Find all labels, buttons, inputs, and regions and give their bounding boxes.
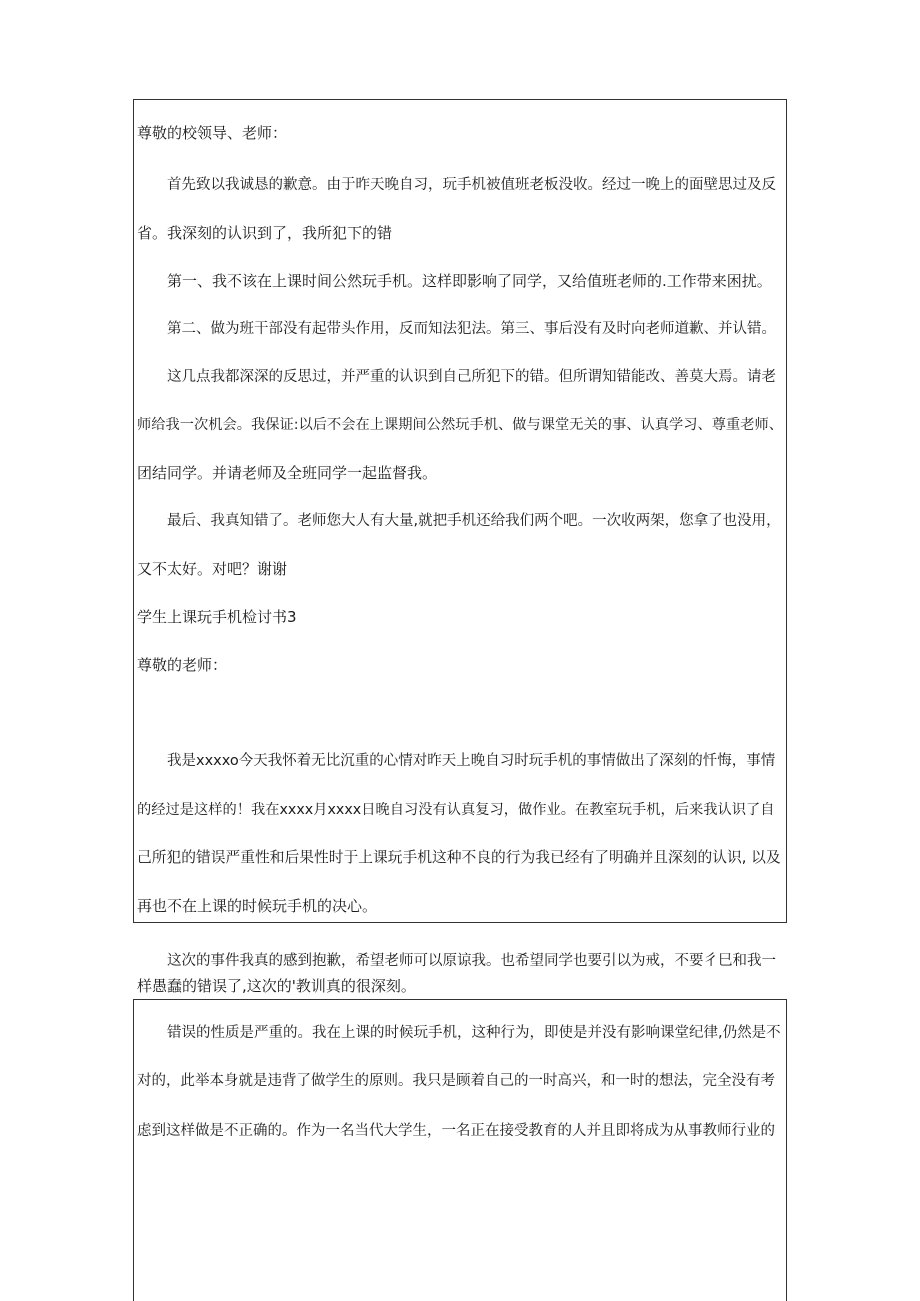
letter1-paragraph-3: 第二、做为班干部没有起带头作用，反而知法犯法。第三、事后没有及时向老师道歉、并认错。 — [167, 321, 776, 337]
letter2-paragraph-1-line-4: 再也不在上课的时候玩手机的决心。 — [137, 897, 378, 915]
letter1-paragraph-4-line-2: 师给我一次机会。我保证:以后不会在上课期间公然玩手机、做与课堂无关的事、认真学习、尊重老师、 — [137, 417, 784, 433]
letter2-title: 学生上课玩手机检讨书3 — [137, 608, 297, 626]
letter1-paragraph-5-line-2: 又不太好。对吧？谢谢 — [137, 560, 288, 578]
letter1-paragraph-4-line-3: 团结同学。并请老师及全班同学一起监督我。 — [137, 464, 438, 482]
apology-line-1: 这次的事件我真的感到抱歉，希望老师可以原谅我。也希望同学也要引以为戒，不要彳巳和我一 — [167, 953, 776, 969]
letter2-greeting: 尊敬的老师： — [137, 656, 228, 674]
letter2-paragraph-1-line-3: 己所犯的错误严重性和后果性时于上课玩手机这种不良的行为我已经有了明确并且深刻的认识, 以及 — [137, 849, 781, 866]
letter1-paragraph-4-line-1: 这几点我都深深的反思过，并严重的认识到自己所犯下的错。但所谓知错能改、善莫大焉。请老 — [167, 369, 776, 385]
letter3-line-2: 对的，此举本身就是违背了做学生的原则。我只是顾着自己的一时高兴，和一时的想法，完全没有考 — [137, 1073, 775, 1089]
letter1-paragraph-1-line-1: 首先致以我诚恳的歉意。由于昨天晚自习，玩手机被值班老板没收。经过一晚上的面壁思过及反 — [167, 177, 776, 193]
letter1-paragraph-5-line-1: 最后、我真知错了。老师您大人有大量,就把手机还给我们两个吧。一次收两架，您拿了也没用， — [167, 513, 781, 529]
letter1-paragraph-1-line-2: 省。我深刻的认识到了，我所犯下的错 — [137, 224, 393, 242]
letter2-paragraph-1-line-2: 的经过是这样的！我在xxxx月xxxx日晚自习没有认真复习，做作业。在教室玩手机，后来我认识了自 — [137, 802, 775, 818]
letter3-line-3: 虑到这样做是不正确的。作为一名当代大学生，一名正在接受教育的人并且即将成为从事教师行业的 — [137, 1123, 775, 1139]
letter1-greeting: 尊敬的校领导、老师： — [137, 124, 288, 142]
letter3-line-1: 错误的性质是严重的。我在上课的时候玩手机，这种行为，即使是并没有影响课堂纪律,仍然是不 — [167, 1025, 781, 1041]
letter-box-2 — [133, 999, 787, 1301]
letter1-paragraph-2: 第一、我不该在上课时间公然玩手机。这样即影响了同学，又给值班老师的.工作带来困扰。 — [167, 272, 772, 290]
apology-line-2: 样愚蠢的错误了,这次的'教训真的很深刻。 — [137, 977, 416, 995]
letter2-paragraph-1-line-1: 我是xxxxo今天我怀着无比沉重的心情对昨天上晚自习时玩手机的事情做出了深刻的忏悔，事情 — [167, 753, 776, 769]
